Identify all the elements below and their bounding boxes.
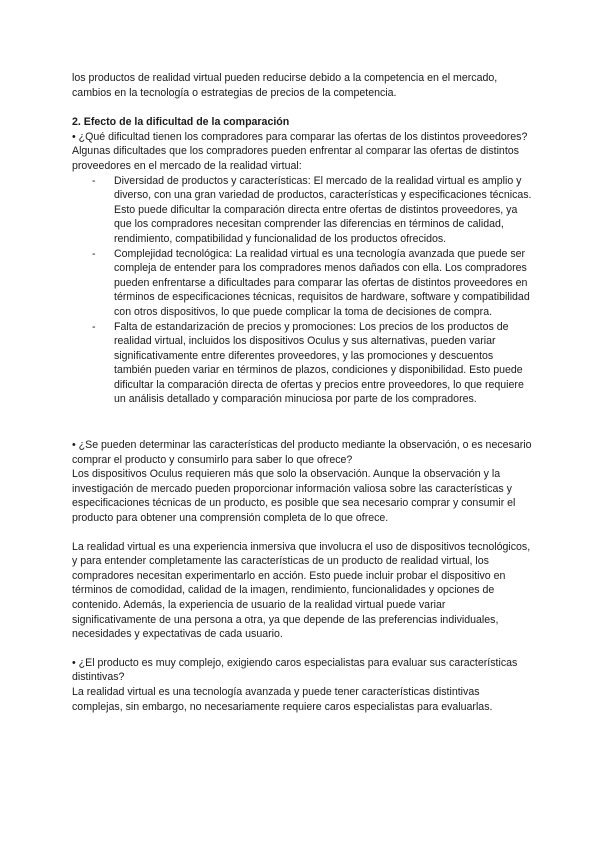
question-2-paragraph: La realidad virtual es una experiencia inmersiva que involucra el uso de dispositivos tecnológicos, y para entender completamente las características de un producto de realidad virtual, los compradores necesitan experimentarlo en acción. Esto puede incluir probar el dispositivo en términos de comodidad, calidad de la imagen, rendimiento, funcionalidades y opciones de contenido. Además, la experiencia de usuario de la realidad virtual puede variar significativamente de una persona a otra, ya que depende de las preferencias individuales, necesidades y expectativas de cada usuario. [72,540,531,641]
list-item-text: Complejidad tecnológica: La realidad virtual es una tecnología avanzada que puede ser compleja de entender para los compradores menos dañados con ella. Los compradores pueden enfrentarse a dificultades para comparar las ofertas de distintos proveedores en términos de especificaciones técnicas, requisitos de hardware, software y compatibilidad con otros dispositivos, lo que puede complicar la toma de decisiones de compra. [114,247,530,318]
list-item-text: Diversidad de productos y características: El mercado de la realidad virtual es amplio y diverso, con una gran variedad de productos, características y especificaciones técnicas. Esto puede dificultar la comparación directa entre ofertas de distintos proveedores, ya que los compradores necesitan comprender las diferencias en términos de calidad, rendimiento, compatibilidad y funcionalidad de los productos ofrecidos. [114,174,532,245]
question-3-answer: La realidad virtual es una tecnología avanzada y puede tener características distintivas complejas, sin embargo, no necesariamente requiere caros especialistas para evaluarlas. [72,685,493,713]
difficulties-list [72,174,532,408]
list-item-text: Falta de estandarización de precios y promociones: Los precios de los productos de realidad virtual, incluidos los dispositivos Oculus y sus alternativas, pueden variar significativamente entre diferentes proveedores, y las promociones y descuentos también pueden variar en términos de plazos, condiciones y disponibilidad. Esto puede dificultar la comparación directa de ofertas y precios entre proveedores, lo que requiere un análisis detallado y comparación minuciosa por parte de los compradores. [114,320,524,406]
question-3: • ¿El producto es muy complejo, exigiendo caros especialistas para evaluar sus características distintivas? [72,656,518,684]
question-2: • ¿Se pueden determinar las características del producto mediante la observación, o es necesario comprar el producto y consumirlo para saber lo que ofrece? [72,439,532,466]
list-item [72,174,532,247]
list-item [72,247,532,320]
document-body [72,71,532,714]
question-1: • ¿Qué dificultad tienen los compradores para comparar las ofertas de los distintos proveedores? [72,130,528,143]
intro-paragraph: los productos de realidad virtual pueden reducirse debido a la competencia en el mercado, cambios en la tecnología o estrategias de precios de la competencia. [72,72,498,99]
question-2-answer: Los dispositivos Oculus requieren más que solo la observación. Aunque la observación y la investigación de mercado pueden proporcionar información valiosa sobre las características y especificaciones técnicas de un producto, es posible que sea necesario comprar y consumir el producto para obtener una comprensión completa de lo que ofrece. [72,468,516,525]
question-1-answer-intro: Algunas dificultades que los compradores pueden enfrentar al comparar las ofertas de distintos proveedores en el mercado de la realidad virtual: [72,145,519,172]
dash-bullet: - [92,174,96,187]
dash-bullet: - [92,247,96,260]
dash-bullet: - [92,320,96,333]
section-heading: 2. Efecto de la dificultad de la comparación [72,116,290,129]
list-item [72,320,532,408]
